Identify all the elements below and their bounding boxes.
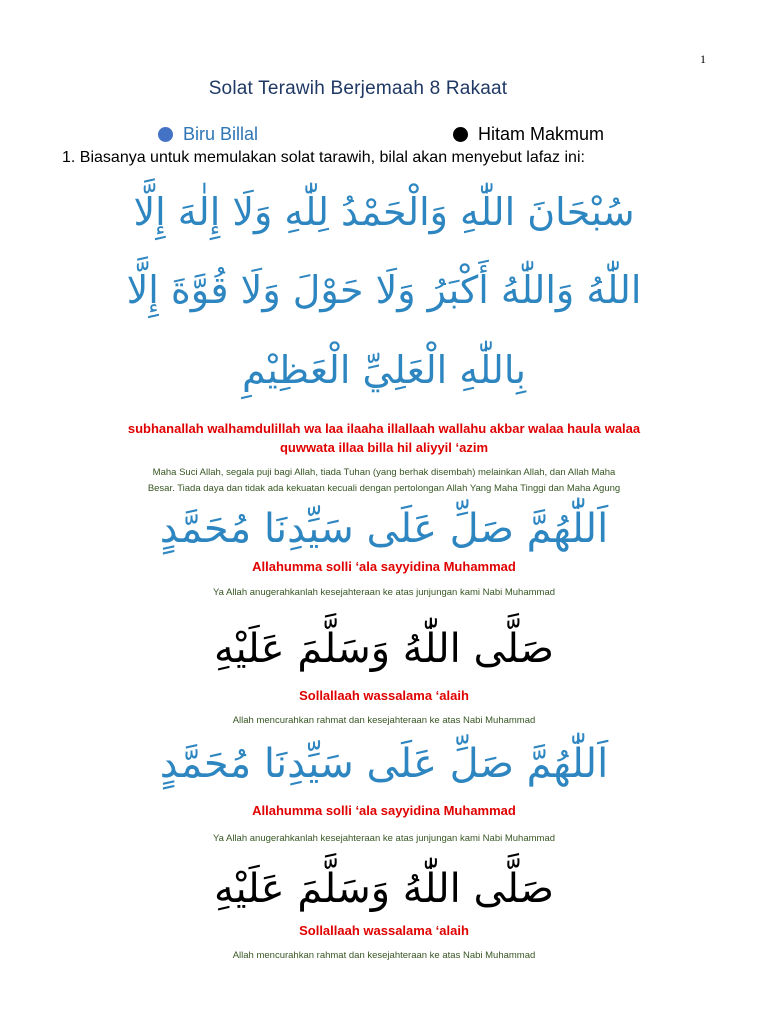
transliteration-line: Sollallaah wassalama ‘alaih bbox=[299, 923, 469, 938]
translation-line: Ya Allah anugerahkanlah kesejahteraan ke atas junjungan kami Nabi Muhammad bbox=[212, 833, 556, 844]
arabic-line: اللّٰهُ وَاللّٰهُ أَكْبَرُ وَلَا حَوْلَ وَلَا قُوَّةَ إِلَّا bbox=[126, 268, 642, 312]
arabic-line: سُبْحَانَ اللّٰهِ وَالْحَمْدُ لِلّٰهِ وَلَا إِلٰهَ إِلَّا bbox=[133, 190, 635, 234]
blue-dot-icon bbox=[158, 127, 173, 142]
transliteration-line: subhanallah walhamdulillah wa laa ilaaha illallaah wallahu akbar walaa haula walaa bbox=[127, 421, 641, 436]
translation-line: Besar. Tiada daya dan tidak ada kekuatan kecuali dengan pertolongan Allah Yang Maha Tinggi dan Maha Agung bbox=[147, 483, 621, 494]
arabic-line: صَلَّى اللّٰهُ وَسَلَّمَ عَلَيْهِ bbox=[214, 626, 554, 672]
arabic-line: اَللّٰهُمَّ صَلِّ عَلَى سَيِّدِنَا مُحَمَّدٍ bbox=[159, 506, 609, 552]
page-number: 1 bbox=[700, 52, 706, 66]
arabic-line: بِاللّٰهِ الْعَلِيِّ الْعَظِيْمِ bbox=[242, 348, 526, 392]
arabic-line: صَلَّى اللّٰهُ وَسَلَّمَ عَلَيْهِ bbox=[214, 866, 554, 912]
arabic-line: اَللّٰهُمَّ صَلِّ عَلَى سَيِّدِنَا مُحَمَّدٍ bbox=[159, 741, 609, 787]
legend-black bbox=[453, 124, 604, 145]
translation-line: Ya Allah anugerahkanlah kesejahteraan ke atas junjungan kami Nabi Muhammad bbox=[212, 587, 556, 598]
transliteration-line: Allahumma solli ‘ala sayyidina Muhammad bbox=[252, 559, 516, 574]
legend-blue-label: Biru Billal bbox=[183, 124, 259, 144]
transliteration-line: Sollallaah wassalama ‘alaih bbox=[299, 688, 469, 703]
black-dot-icon bbox=[453, 127, 468, 142]
legend-black-label: Hitam Makmum bbox=[478, 124, 605, 144]
page-title: Solat Terawih Berjemaah 8 Rakaat bbox=[208, 78, 508, 99]
legend-blue bbox=[158, 124, 258, 145]
translation-line: Allah mencurahkan rahmat dan kesejahteraan ke atas Nabi Muhammad bbox=[232, 950, 536, 961]
translation-line: Maha Suci Allah, segala puji bagi Allah, tiada Tuhan (yang berhak disembah) melainkan Allah, dan Allah Maha bbox=[152, 467, 616, 478]
transliteration-line: Allahumma solli ‘ala sayyidina Muhammad bbox=[252, 803, 516, 818]
translation-line: Allah mencurahkan rahmat dan kesejahteraan ke atas Nabi Muhammad bbox=[232, 715, 536, 726]
transliteration-line: quwwata illaa billa hil aliyyil ‘azim bbox=[279, 440, 489, 455]
intro-text: 1. Biasanya untuk memulakan solat tarawih, bilal akan menyebut lafaz ini: bbox=[62, 149, 585, 166]
